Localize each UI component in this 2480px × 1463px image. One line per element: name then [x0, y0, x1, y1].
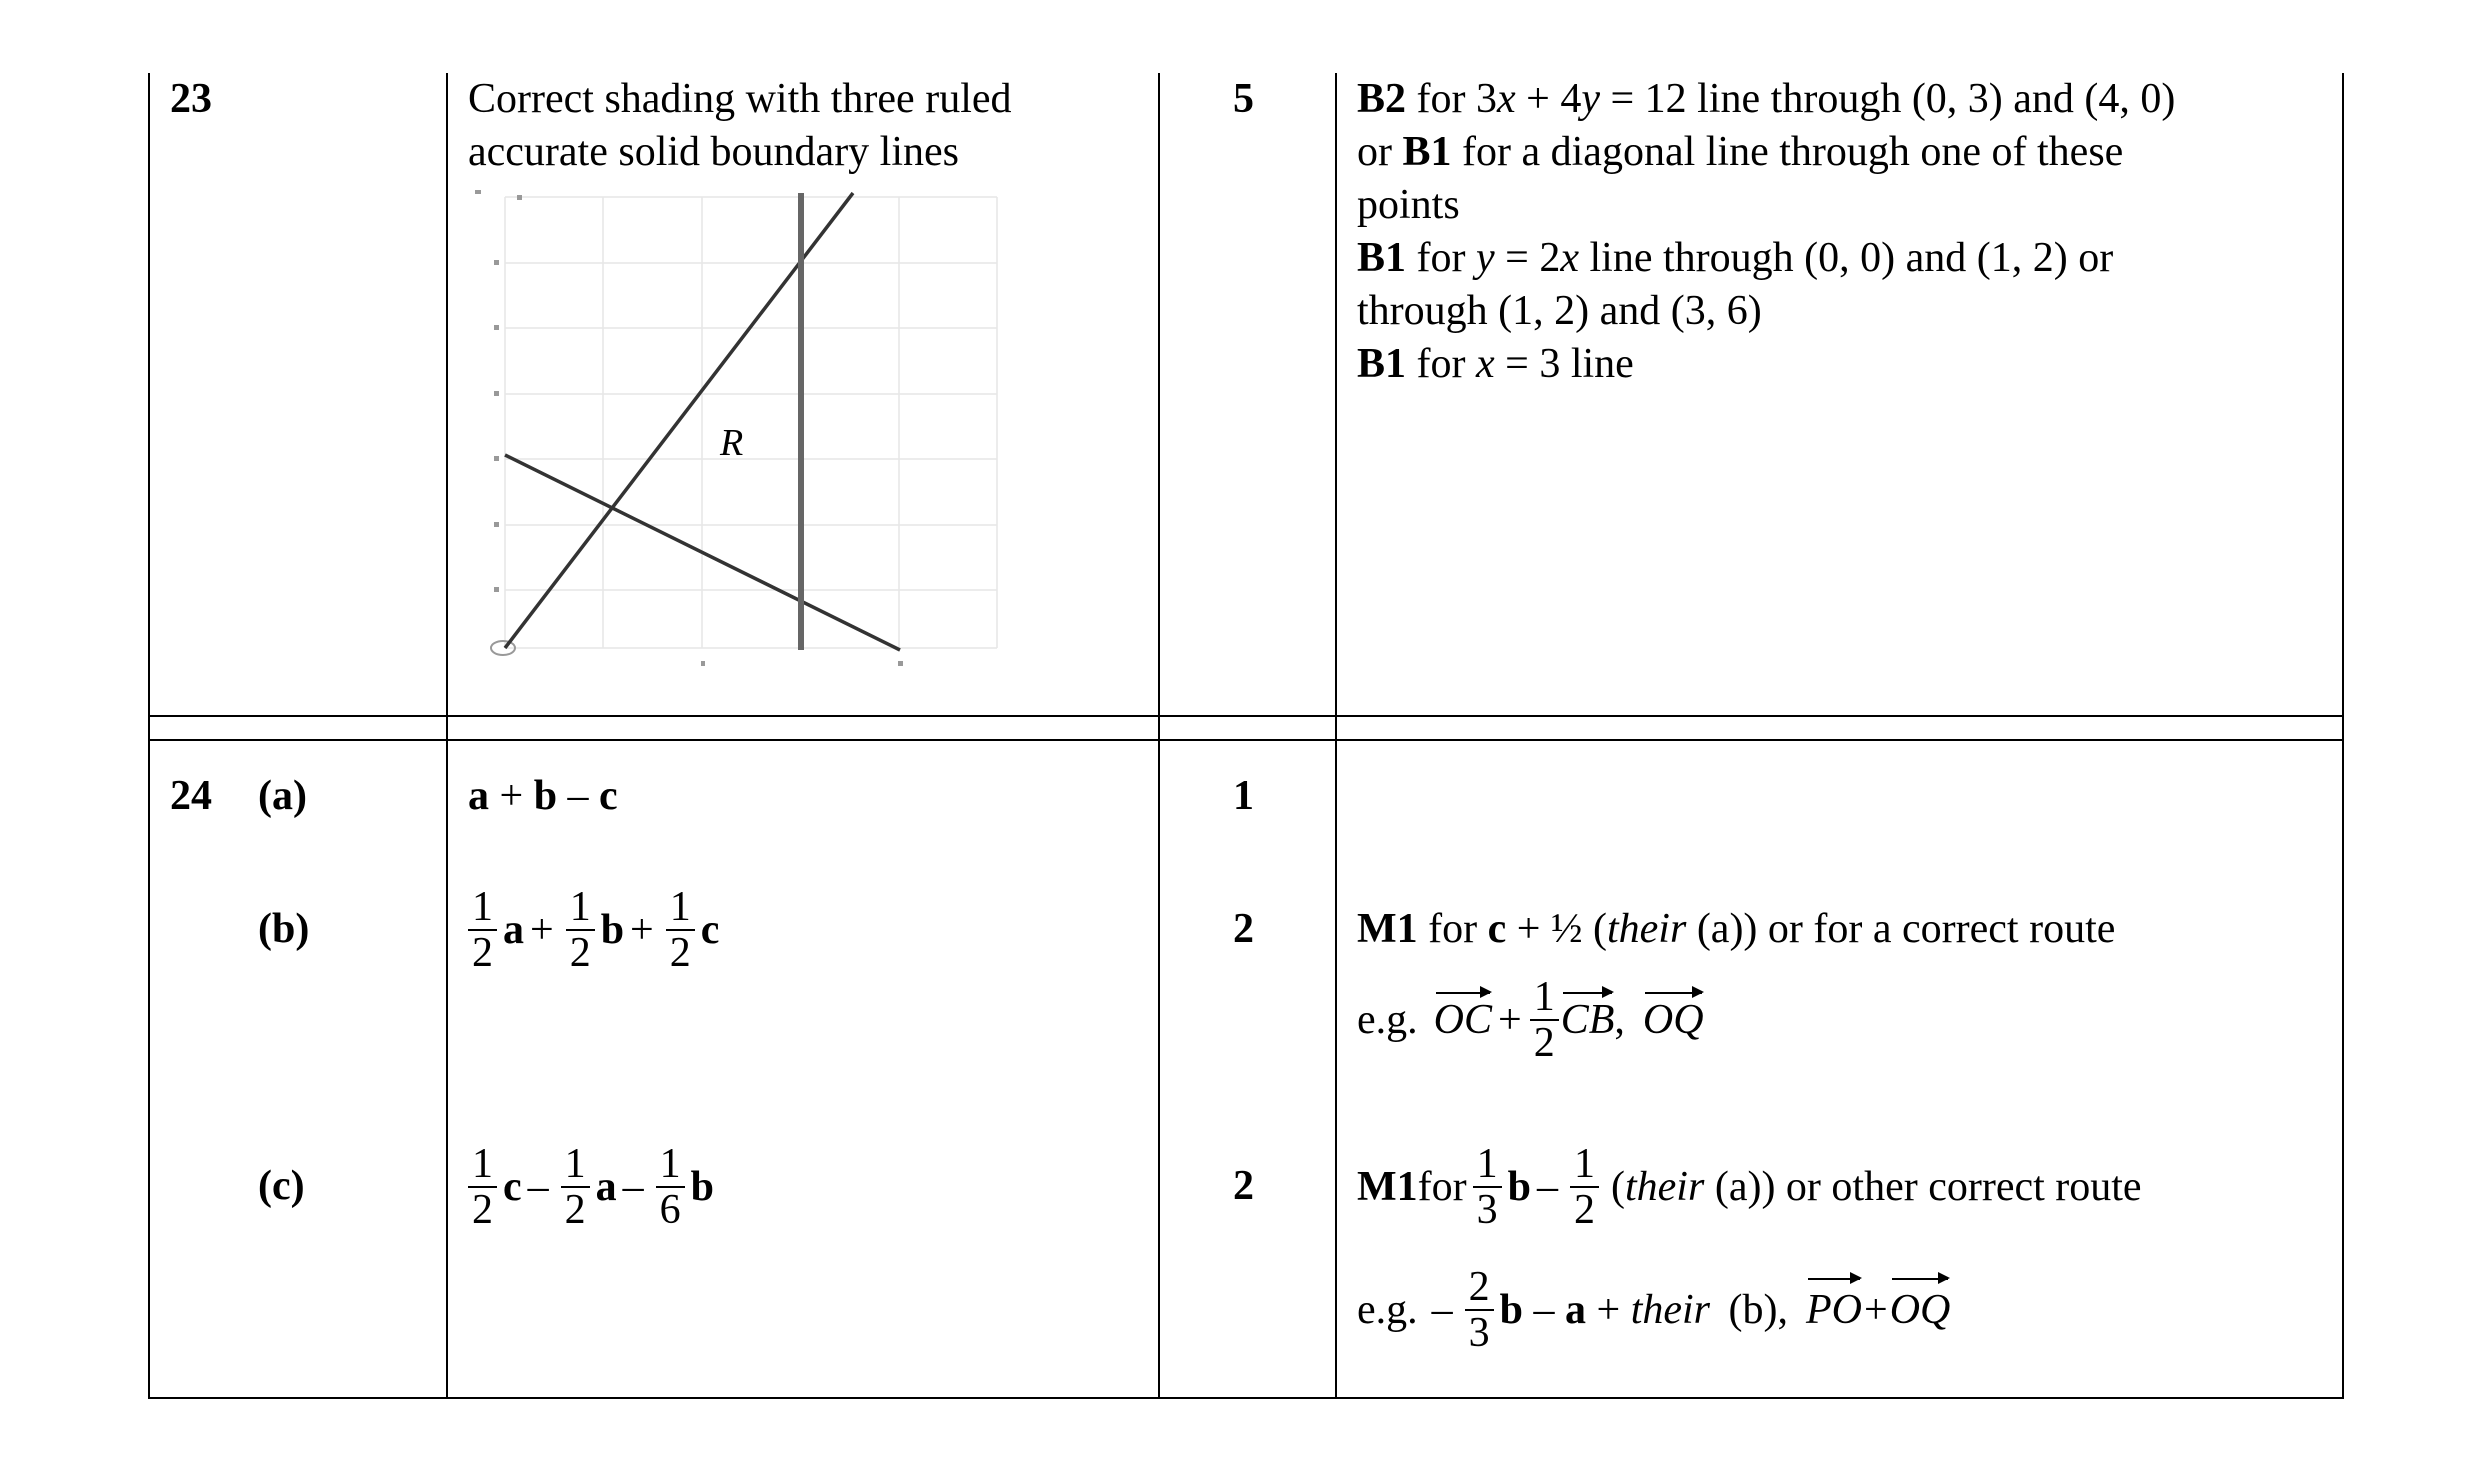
- vector: OQ: [1889, 1287, 1951, 1333]
- fraction: $\frac{1}{2}$: [468, 1142, 497, 1232]
- graph-tick-marks: [475, 190, 903, 666]
- guidance-notes-c: M1 for $\frac{1}{3}$ b – $\frac{1}{2}$ ( their (a)) or other correct route: [1357, 1141, 2142, 1233]
- guidance-example-c: e.g. – $\frac{2}{3}$ b – a + their (b), PO + OQ: [1357, 1264, 1951, 1356]
- grid-line: [148, 1397, 2344, 1399]
- grid-line: [1335, 73, 1337, 1399]
- note-line: B1 for x = 3 line: [1357, 341, 1634, 387]
- fraction: $\frac{1}{6}$: [656, 1142, 685, 1232]
- question-number: 24: [170, 773, 212, 819]
- grid-line: [1158, 73, 1160, 1399]
- grid-line: [148, 739, 2344, 741]
- answer-a: a + b – c: [468, 773, 618, 819]
- note-line: through (1, 2) and (3, 6): [1357, 288, 1762, 334]
- grid-line: [2342, 73, 2344, 1399]
- fraction: $\frac{1}{2}$: [468, 885, 497, 975]
- grid-line: [148, 715, 2344, 717]
- vector: PO: [1806, 1287, 1863, 1333]
- guidance-notes: [1357, 73, 2337, 391]
- fraction: $\frac{1}{2}$: [1570, 1142, 1599, 1232]
- note-line: B2 for 3x + 4y = 12 line through (0, 3) and (4, 0): [1357, 76, 2176, 122]
- answer-line: accurate solid boundary lines: [468, 129, 959, 175]
- fraction: $\frac{1}{3}$: [1473, 1142, 1502, 1232]
- note-line: or B1 for a diagonal line through one of these: [1357, 129, 2124, 175]
- graph-gridlines: [505, 197, 997, 648]
- part-label-c: (c): [258, 1163, 305, 1209]
- marks: 1: [1233, 773, 1254, 819]
- fraction: $\frac{1}{2}$: [1530, 975, 1559, 1065]
- vector: OC: [1433, 997, 1493, 1043]
- part-label-a: (a): [258, 773, 307, 819]
- region-label: R: [720, 422, 744, 464]
- fraction: $\frac{1}{2}$: [566, 885, 595, 975]
- part-label-b: (b): [258, 906, 310, 952]
- answer-c: $\frac{1}{2}$ c – $\frac{1}{2}$ a – $\frac{1}{6}$ b: [462, 1132, 714, 1242]
- marks: 2: [1233, 906, 1254, 952]
- grid-line: [148, 73, 150, 1399]
- vector: CB: [1560, 997, 1615, 1043]
- answer-text: [468, 73, 1148, 179]
- fraction: $\frac{1}{2}$: [561, 1142, 590, 1232]
- answer-line: Correct shading with three ruled: [468, 76, 1012, 122]
- question-number: 23: [170, 76, 212, 122]
- region-graph: [470, 185, 1010, 680]
- marks: 5: [1233, 76, 1254, 122]
- fraction: $\frac{2}{3}$: [1465, 1265, 1494, 1355]
- note-line: B1 for y = 2x line through (0, 0) and (1, 2) or: [1357, 235, 2114, 281]
- vector: OQ: [1642, 997, 1704, 1043]
- guidance-notes-b: M1 for c + ½ (their (a)) or for a correct route: [1357, 906, 2116, 952]
- marks: 2: [1233, 1163, 1254, 1209]
- answer-b: $\frac{1}{2}$ a + $\frac{1}{2}$ b + $\frac{1}{2}$ c: [462, 875, 719, 985]
- note-line: points: [1357, 182, 1460, 228]
- grid-line: [446, 73, 448, 1399]
- fraction: $\frac{1}{2}$: [666, 885, 695, 975]
- guidance-example-b: e.g. OC + $\frac{1}{2}$ CB , OQ: [1357, 974, 1704, 1066]
